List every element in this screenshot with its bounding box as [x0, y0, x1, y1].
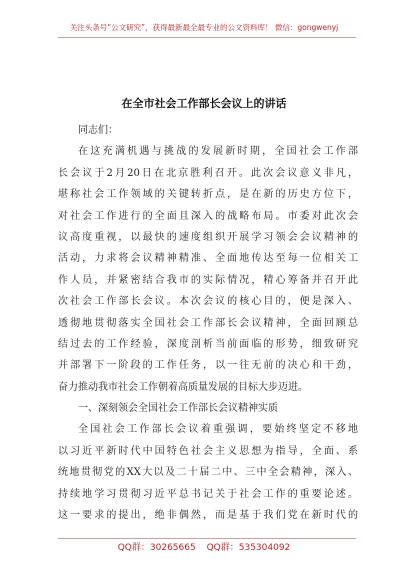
body-line: 次社会工作部长会议。本次会议的核心目的，便是深入、 [58, 296, 358, 308]
body-line: 活动，力求将会议精神精准、全面地传达至每一位相关工 [58, 253, 358, 265]
salutation: 同志们： [78, 125, 118, 136]
body-line: 长会议于2月20日在北京胜利召开。此次会议意义非凡， [58, 167, 358, 179]
body-line: 透彻地贯彻落实全国社会工作部长会议精神，全面回顾总 [58, 317, 358, 329]
body-line: 持续地学习贯彻习近平总书记关于社会工作的重要论述。 [58, 488, 358, 500]
qq-group-1: QQ群：30265665 [117, 543, 196, 553]
promo-footer [0, 540, 408, 553]
qq-group-2: QQ群：535304092 [206, 543, 291, 553]
body-line: 作人员，并紧密结合我市的实际情况，精心筹备并召开此 [58, 274, 358, 286]
body-line: 统地贯彻党的XX大以及二十届二中、三中全会精神，深入、 [58, 467, 358, 479]
header-divider [58, 37, 356, 38]
body-line: 议高度重视，以最快的速度组织开展学习领会会议精神的 [58, 231, 358, 243]
section-heading: 一、深刻领会全国社会工作部长会议精神实质 [78, 403, 278, 415]
document-title: 在全市社会工作部长会议上的讲话 [121, 97, 287, 110]
body-line: 这一要求的提出，绝非偶然，而是基于我们党在新时代的 [58, 510, 358, 522]
body-line: 在这充满机遇与挑战的发展新时期，全国社会工作部 [78, 146, 358, 158]
body-line: 堪称社会工作领域的关键转折点，是在新的历史方位下， [58, 189, 358, 201]
footer-divider [58, 538, 356, 539]
body-line: 全国社会工作部长会议着重强调，要始终坚定不移地 [78, 424, 358, 436]
body-line: 并部署下一阶段的工作任务，以一往无前的决心和干劲， [58, 360, 358, 372]
body-line: 结过去的工作经验，深度剖析当前面临的形势，细致研究 [58, 338, 358, 350]
document-body [58, 120, 358, 526]
promo-header: 关注头条号“公文研究”，获得最新最全最专业的公文资料库！ 微信：gongwenyj [69, 23, 339, 32]
body-line: 以习近平新时代中国特色社会主义思想为指导，全面、系 [58, 445, 358, 457]
body-line: 奋力推动我市社会工作朝着高质量发展的目标大步迈进。 [58, 381, 308, 393]
body-line: 对社会工作进行的全面且深入的战略布局。市委对此次会 [58, 210, 358, 222]
